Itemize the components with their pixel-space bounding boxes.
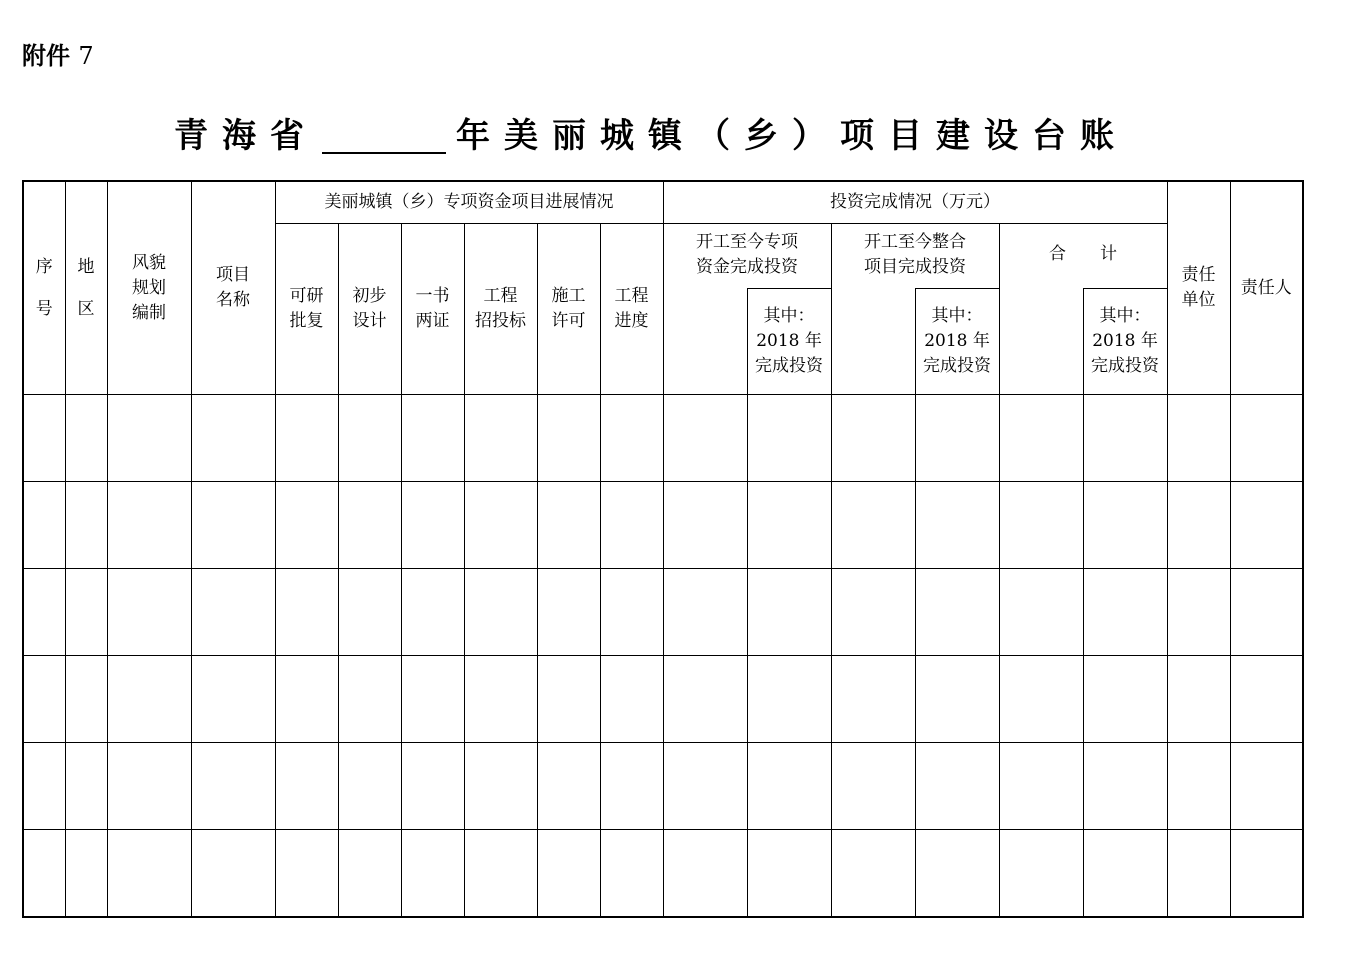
table-cell[interactable] <box>275 743 338 830</box>
header-region <box>65 181 107 395</box>
table-cell[interactable] <box>663 656 747 743</box>
table-cell[interactable] <box>275 569 338 656</box>
of-which-done: 完成投资 <box>1091 356 1160 377</box>
header-progress-1a: 可研 <box>289 286 324 307</box>
table-cell[interactable] <box>191 482 275 569</box>
table-cell[interactable] <box>600 482 663 569</box>
table-cell[interactable] <box>107 569 191 656</box>
table-cell[interactable] <box>338 656 401 743</box>
table-cell[interactable] <box>537 569 600 656</box>
attachment-number: 7 <box>78 42 94 70</box>
table-cell[interactable] <box>537 829 600 917</box>
table-cell[interactable] <box>275 395 338 482</box>
header-invest-special-2: 资金完成投资 <box>696 257 799 278</box>
header-resp-person: 责任人 <box>1230 181 1303 395</box>
header-seq-2: 号 <box>35 299 53 320</box>
table-cell[interactable] <box>464 569 537 656</box>
header-invest-integrated-spacer <box>831 288 915 394</box>
header-invest-special-1: 开工至今专项 <box>696 232 799 253</box>
header-style-plan-3: 编制 <box>132 302 166 323</box>
table-cell[interactable] <box>338 569 401 656</box>
of-which-year: 2018 年 <box>756 331 822 352</box>
table-cell[interactable] <box>65 743 107 830</box>
table-cell[interactable] <box>401 656 464 743</box>
table-cell[interactable] <box>999 743 1083 830</box>
table-cell[interactable] <box>831 569 915 656</box>
table-cell[interactable] <box>747 829 831 917</box>
table-cell[interactable] <box>663 743 747 830</box>
header-group-progress: 美丽城镇（乡）专项资金项目进展情况 <box>275 181 663 224</box>
table-row <box>23 395 1303 482</box>
table-cell[interactable] <box>999 569 1083 656</box>
header-progress-4b: 招投标 <box>475 311 526 332</box>
table-cell[interactable] <box>663 482 747 569</box>
table-row <box>23 743 1303 830</box>
table-cell[interactable] <box>537 395 600 482</box>
header-progress-2b: 设计 <box>352 311 387 332</box>
table-cell[interactable] <box>338 482 401 569</box>
of-which-label: 其中： <box>1099 306 1151 327</box>
table-cell[interactable] <box>663 569 747 656</box>
header-progress-3 <box>401 224 464 395</box>
table-cell[interactable] <box>191 829 275 917</box>
title-prefix: 青海省 <box>174 116 318 156</box>
header-region-1: 地 <box>77 257 95 278</box>
table-cell[interactable] <box>747 743 831 830</box>
table-cell[interactable] <box>338 743 401 830</box>
table-cell[interactable] <box>1083 743 1167 830</box>
table-cell[interactable] <box>107 482 191 569</box>
header-resp-unit-2: 单位 <box>1181 290 1216 311</box>
table-cell[interactable] <box>1167 656 1230 743</box>
header-invest-special-2018 <box>747 288 831 394</box>
header-invest-special <box>663 224 831 288</box>
table-cell[interactable] <box>747 482 831 569</box>
header-progress-2 <box>338 224 401 395</box>
table-cell[interactable] <box>999 829 1083 917</box>
table-cell[interactable] <box>831 743 915 830</box>
header-progress-5 <box>537 224 600 395</box>
header-progress-5a: 施工 <box>551 286 586 307</box>
table-cell[interactable] <box>107 395 191 482</box>
table-cell[interactable] <box>191 395 275 482</box>
table-cell[interactable] <box>464 743 537 830</box>
page-title <box>0 108 1360 158</box>
header-project-name-1: 项目 <box>216 265 250 286</box>
table-row <box>23 482 1303 569</box>
table-cell[interactable] <box>663 829 747 917</box>
header-progress-6 <box>600 224 663 395</box>
table-cell[interactable] <box>1083 482 1167 569</box>
header-project-name-2: 名称 <box>216 290 250 311</box>
header-invest-total-spacer <box>999 288 1083 394</box>
table-cell[interactable] <box>401 569 464 656</box>
table-row <box>23 656 1303 743</box>
table-cell[interactable] <box>65 482 107 569</box>
table-cell[interactable] <box>747 569 831 656</box>
header-invest-integrated-2: 项目完成投资 <box>864 257 967 278</box>
of-which-year: 2018 年 <box>924 331 990 352</box>
table-cell[interactable] <box>191 743 275 830</box>
table-cell[interactable] <box>747 395 831 482</box>
title-suffix: 年美丽城镇（乡）项目建设台账 <box>456 116 1128 156</box>
header-progress-6b: 进度 <box>614 311 649 332</box>
table-cell[interactable] <box>23 829 65 917</box>
table-cell[interactable] <box>65 395 107 482</box>
header-invest-special-spacer <box>663 288 747 394</box>
table-cell[interactable] <box>831 656 915 743</box>
header-progress-3a: 一书 <box>415 286 450 307</box>
table-cell[interactable] <box>401 395 464 482</box>
table-cell[interactable] <box>999 395 1083 482</box>
table-cell[interactable] <box>663 395 747 482</box>
table-cell[interactable] <box>65 656 107 743</box>
table-cell[interactable] <box>1083 395 1167 482</box>
table-cell[interactable] <box>275 656 338 743</box>
header-invest-integrated-1: 开工至今整合 <box>864 232 967 253</box>
table-cell[interactable] <box>1083 829 1167 917</box>
header-invest-integrated <box>831 224 999 288</box>
table-cell[interactable] <box>831 395 915 482</box>
table-cell[interactable] <box>275 829 338 917</box>
header-invest-total-2018 <box>1083 288 1167 394</box>
table-cell[interactable] <box>831 829 915 917</box>
table-cell[interactable] <box>464 656 537 743</box>
table-cell[interactable] <box>401 743 464 830</box>
table-cell[interactable] <box>600 569 663 656</box>
header-invest-integrated-2018 <box>915 288 999 394</box>
attachment-label <box>22 36 94 71</box>
table-cell[interactable] <box>191 569 275 656</box>
header-progress-3b: 两证 <box>415 311 450 332</box>
header-progress-1 <box>275 224 338 395</box>
table-cell[interactable] <box>65 569 107 656</box>
header-progress-4a: 工程 <box>483 286 518 307</box>
table-cell[interactable] <box>338 395 401 482</box>
table-cell[interactable] <box>537 743 600 830</box>
header-project-name <box>191 181 275 395</box>
of-which-year: 2018 年 <box>1092 331 1158 352</box>
of-which-done: 完成投资 <box>755 356 824 377</box>
table-cell[interactable] <box>1083 569 1167 656</box>
year-blank-line <box>322 152 446 154</box>
table-cell[interactable] <box>23 656 65 743</box>
table-cell[interactable] <box>1230 743 1303 830</box>
table-cell[interactable] <box>1230 482 1303 569</box>
table-cell[interactable] <box>537 482 600 569</box>
table-cell[interactable] <box>831 482 915 569</box>
header-resp-unit <box>1167 181 1230 395</box>
table-cell[interactable] <box>1230 569 1303 656</box>
header-seq <box>23 181 65 395</box>
header-region-2: 区 <box>77 299 95 320</box>
table-cell[interactable] <box>275 482 338 569</box>
table-cell[interactable] <box>600 656 663 743</box>
table-cell[interactable] <box>1167 569 1230 656</box>
table-cell[interactable] <box>1167 743 1230 830</box>
header-progress-6a: 工程 <box>614 286 649 307</box>
header-group-investment: 投资完成情况（万元） <box>663 181 1167 224</box>
table-cell[interactable] <box>915 395 999 482</box>
ledger-body <box>23 395 1303 917</box>
table-cell[interactable] <box>401 482 464 569</box>
table-cell[interactable] <box>915 482 999 569</box>
table-cell[interactable] <box>23 569 65 656</box>
header-seq-1: 序 <box>35 257 53 278</box>
header-progress-2a: 初步 <box>352 286 387 307</box>
table-cell[interactable] <box>464 395 537 482</box>
table-row <box>23 569 1303 656</box>
table-cell[interactable] <box>1230 395 1303 482</box>
header-resp-unit-1: 责任 <box>1181 265 1216 286</box>
table-cell[interactable] <box>464 829 537 917</box>
table-cell[interactable] <box>65 829 107 917</box>
table-cell[interactable] <box>401 829 464 917</box>
table-cell[interactable] <box>464 482 537 569</box>
table-cell[interactable] <box>915 656 999 743</box>
table-cell[interactable] <box>600 395 663 482</box>
of-which-label: 其中： <box>931 306 983 327</box>
table-cell[interactable] <box>23 743 65 830</box>
table-cell[interactable] <box>537 656 600 743</box>
table-cell[interactable] <box>107 743 191 830</box>
table-cell[interactable] <box>338 829 401 917</box>
table-cell[interactable] <box>999 482 1083 569</box>
ledger-table <box>22 180 1304 918</box>
attachment-text: 附件 <box>22 42 70 70</box>
header-style-plan-1: 风貌 <box>132 252 166 273</box>
table-cell[interactable] <box>107 829 191 917</box>
table-cell[interactable] <box>191 656 275 743</box>
table-row <box>23 829 1303 917</box>
table-cell[interactable] <box>107 656 191 743</box>
header-progress-4 <box>464 224 537 395</box>
header-style-plan <box>107 181 191 395</box>
table-cell[interactable] <box>23 395 65 482</box>
table-cell[interactable] <box>747 656 831 743</box>
header-style-plan-2: 规划 <box>132 277 166 298</box>
table-cell[interactable] <box>600 829 663 917</box>
table-cell[interactable] <box>1083 656 1167 743</box>
table-cell[interactable] <box>915 829 999 917</box>
header-invest-total: 合 计 <box>999 224 1167 288</box>
table-cell[interactable] <box>1167 395 1230 482</box>
of-which-done: 完成投资 <box>923 356 992 377</box>
table-cell[interactable] <box>1230 829 1303 917</box>
table-cell[interactable] <box>1230 656 1303 743</box>
table-cell[interactable] <box>23 482 65 569</box>
table-cell[interactable] <box>999 656 1083 743</box>
table-cell[interactable] <box>1167 829 1230 917</box>
header-progress-5b: 许可 <box>551 311 586 332</box>
table-cell[interactable] <box>915 743 999 830</box>
header-progress-1b: 批复 <box>289 311 324 332</box>
table-cell[interactable] <box>1167 482 1230 569</box>
table-cell[interactable] <box>915 569 999 656</box>
table-cell[interactable] <box>600 743 663 830</box>
of-which-label: 其中： <box>763 306 815 327</box>
